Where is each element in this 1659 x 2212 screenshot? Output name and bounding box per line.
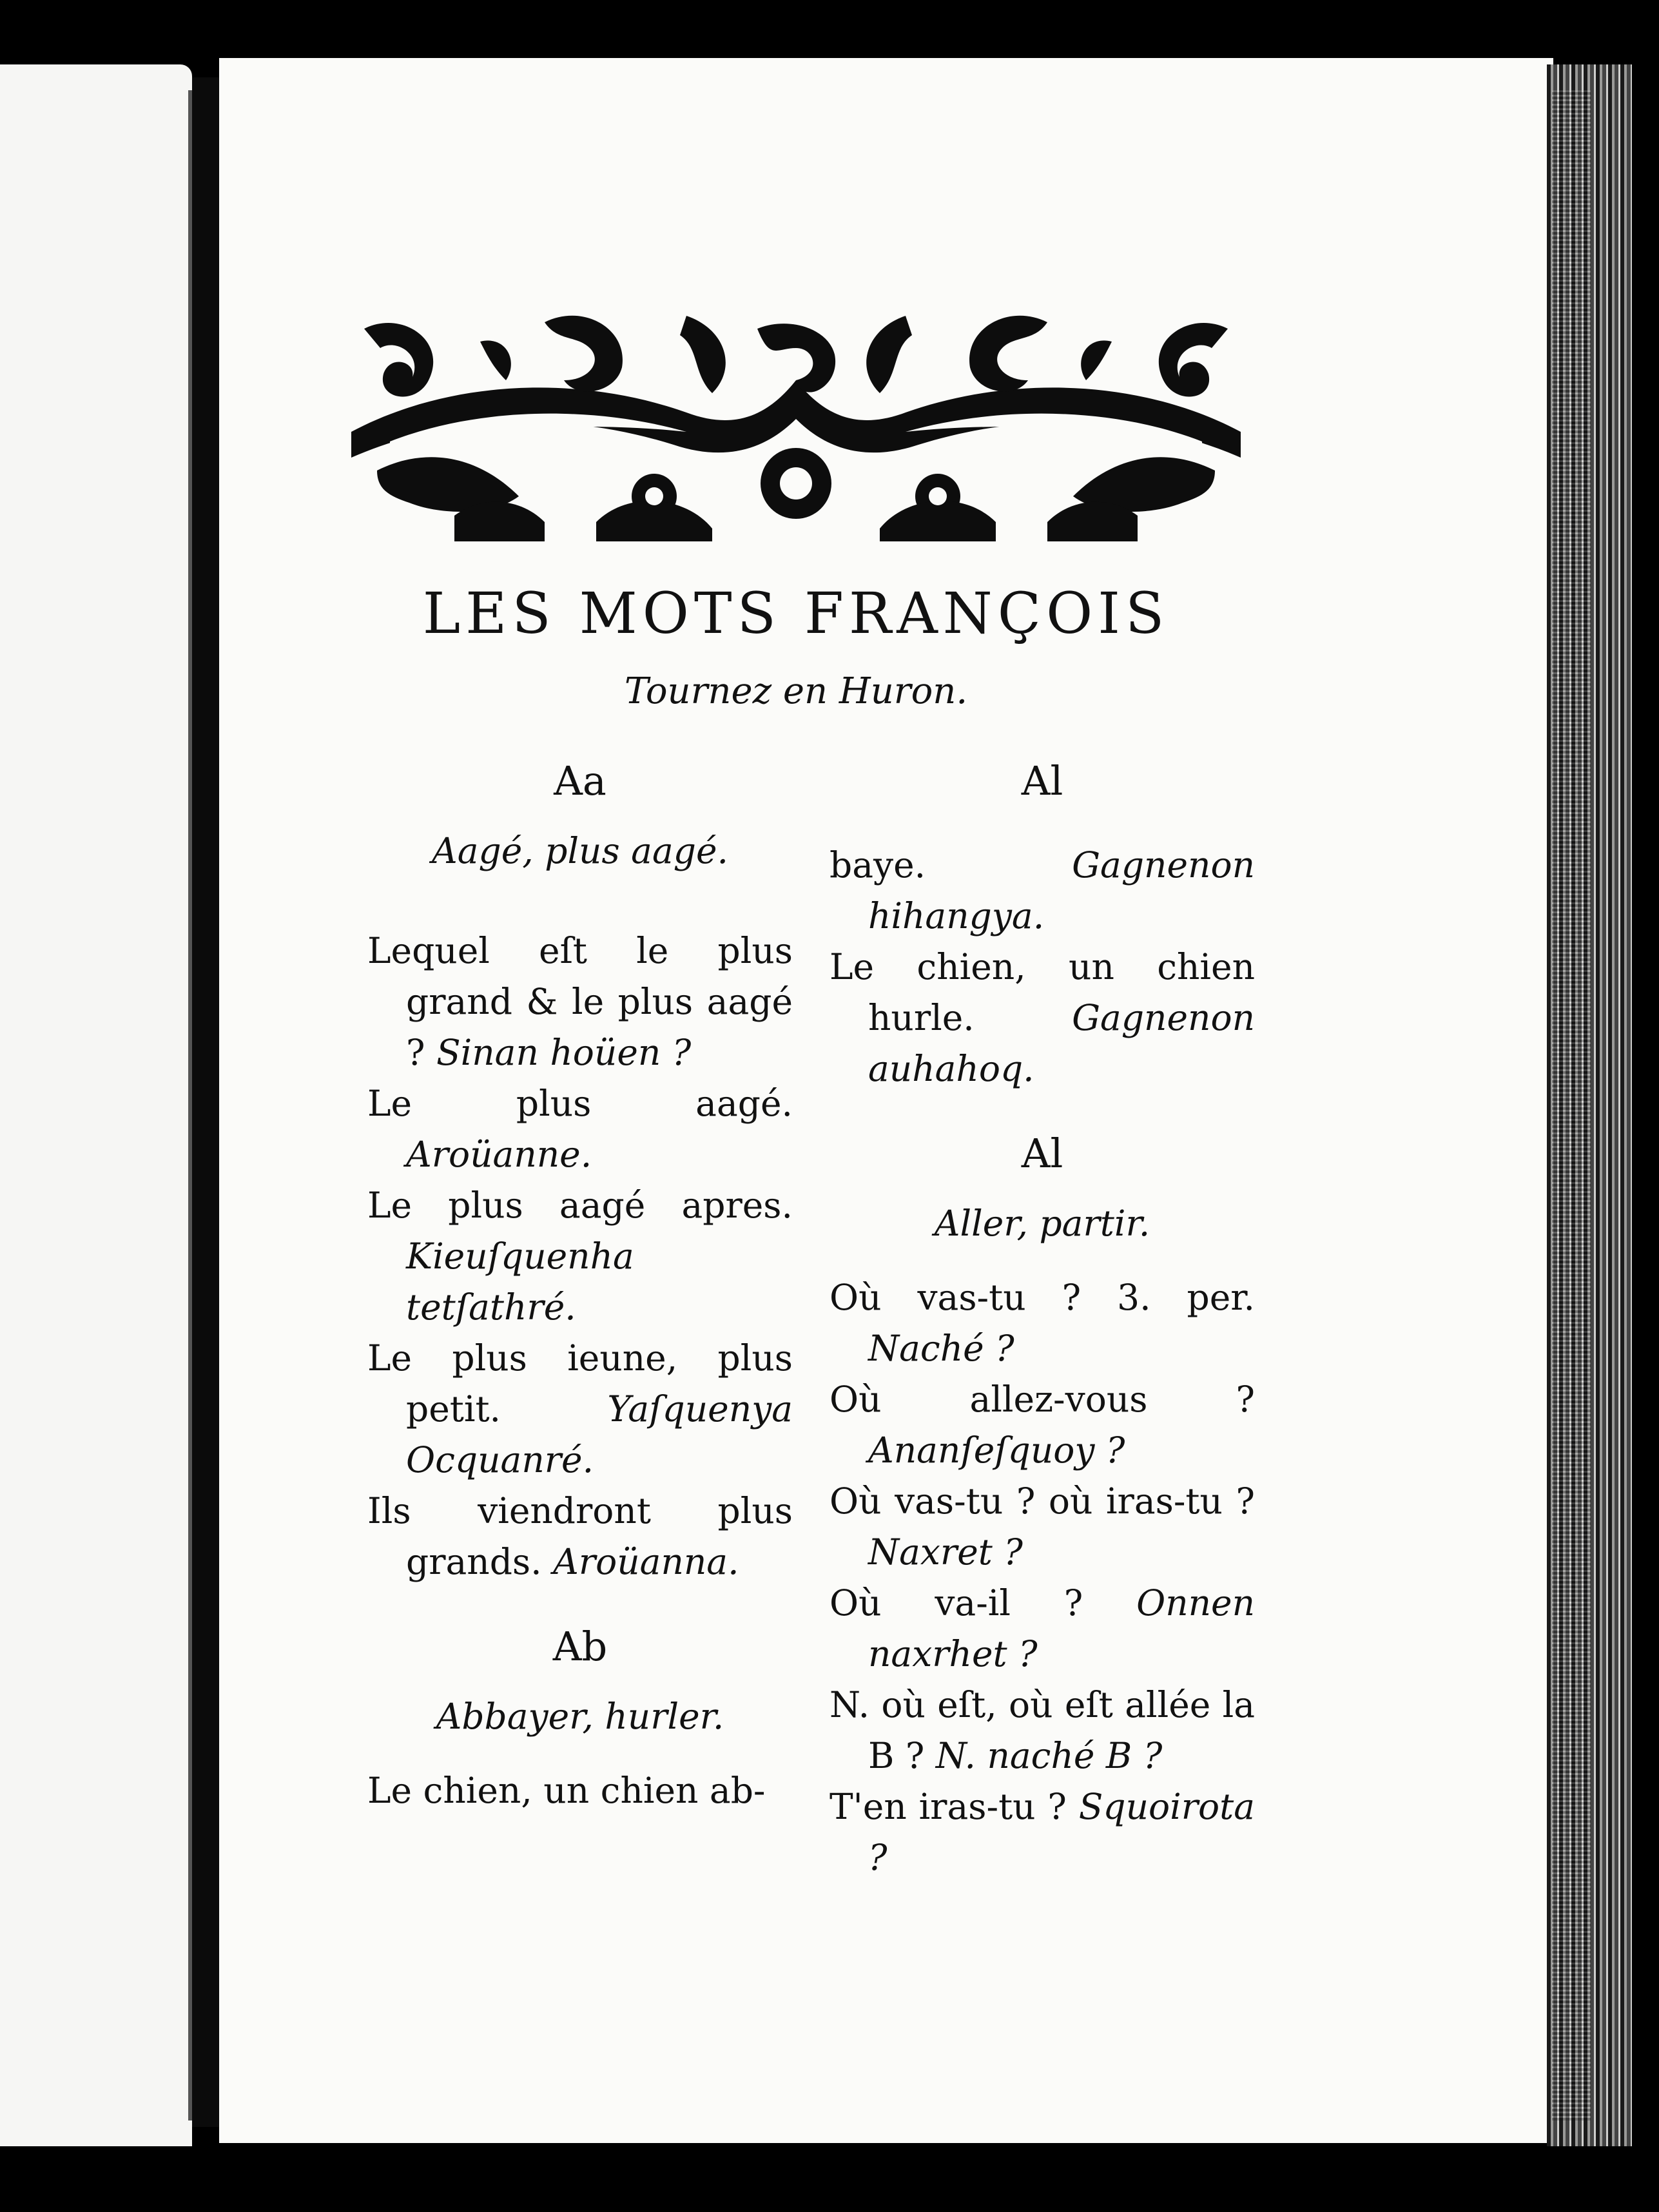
french-text: Lequel eſt le plus grand & le plus aagé ? [367, 930, 793, 1073]
huron-text: Sinan hoüen ? [436, 1032, 692, 1073]
facing-page-left [0, 64, 192, 2146]
dictionary-entry [830, 840, 1255, 942]
floral-headpiece-ornament [351, 303, 1241, 541]
huron-text: Ananſeſquoy ? [868, 1430, 1125, 1471]
french-text: Où vas-tu ? 3. per. [830, 1277, 1255, 1318]
french-text: Le plus aagé apres. [367, 1185, 793, 1226]
huron-text: Yaſquenya Ocquanré. [406, 1388, 793, 1480]
dictionary-entry [367, 926, 793, 1078]
huron-text: Naché ? [868, 1328, 1014, 1369]
section-heading-al: Al [1021, 757, 1063, 804]
section-heading-aa: Aa [554, 757, 606, 804]
huron-text: Gagnenon hihangya. [868, 844, 1255, 936]
french-text: Où allez-vous ? [830, 1379, 1255, 1420]
page-subtitle: Tournez en Huron. [624, 670, 968, 712]
left-column [367, 748, 793, 1816]
huron-text: Onnen naxrhet ? [868, 1582, 1256, 1674]
french-text: baye. [830, 844, 926, 886]
entry-heading-aller: Aller, partir. [934, 1203, 1150, 1244]
dictionary-entry [367, 1180, 793, 1333]
page-title: LES MOTS FRANÇOIS [422, 580, 1170, 646]
huron-text: Gagnenon auhahoq. [868, 997, 1255, 1089]
section-heading-ab: Ab [552, 1623, 608, 1670]
dictionary-entry [830, 1781, 1255, 1883]
huron-text: Aroüanna. [553, 1541, 739, 1582]
dictionary-entry [830, 1578, 1255, 1680]
french-text: Où va-il ? [830, 1582, 1083, 1624]
dictionary-entry [830, 1272, 1255, 1374]
dictionary-entry [830, 1374, 1255, 1476]
french-text: Le chien, un chien hurle. [830, 946, 1255, 1038]
dictionary-entry [830, 1680, 1255, 1781]
entry-heading-abbayer: Abbayer, hurler. [436, 1696, 724, 1737]
page-block-edges [1547, 64, 1632, 2146]
dictionary-entry [830, 1476, 1255, 1578]
huron-text: N. naché B ? [935, 1735, 1163, 1776]
dictionary-entry: Le chien, un chien ab- [367, 1770, 766, 1811]
french-text: T'en iras-tu ? [830, 1786, 1067, 1827]
entry-heading-aage: Aagé, plus aagé. [432, 830, 728, 871]
huron-text: Squoirota ? [868, 1786, 1256, 1878]
french-text: N. où eſt, où eſt allée la B ? [830, 1684, 1255, 1776]
french-text: Le plus ieune, plus petit. [367, 1337, 793, 1430]
french-text: Ils viendront plus grands. [367, 1490, 793, 1582]
huron-text: Kieuſquenha tetſathré. [406, 1236, 634, 1328]
dictionary-entry [830, 942, 1255, 1094]
huron-text: Naxret ? [868, 1531, 1023, 1573]
huron-text: Aroüanne. [406, 1134, 592, 1175]
dictionary-entry [367, 1078, 793, 1180]
dictionary-entry [367, 1486, 793, 1587]
section-heading-al-2: Al [1021, 1130, 1063, 1177]
french-text: Où vas-tu ? où iras-tu ? [830, 1480, 1255, 1522]
french-text: Le plus aagé. [367, 1083, 793, 1124]
dictionary-entry [367, 1333, 793, 1486]
right-column [830, 748, 1255, 1883]
